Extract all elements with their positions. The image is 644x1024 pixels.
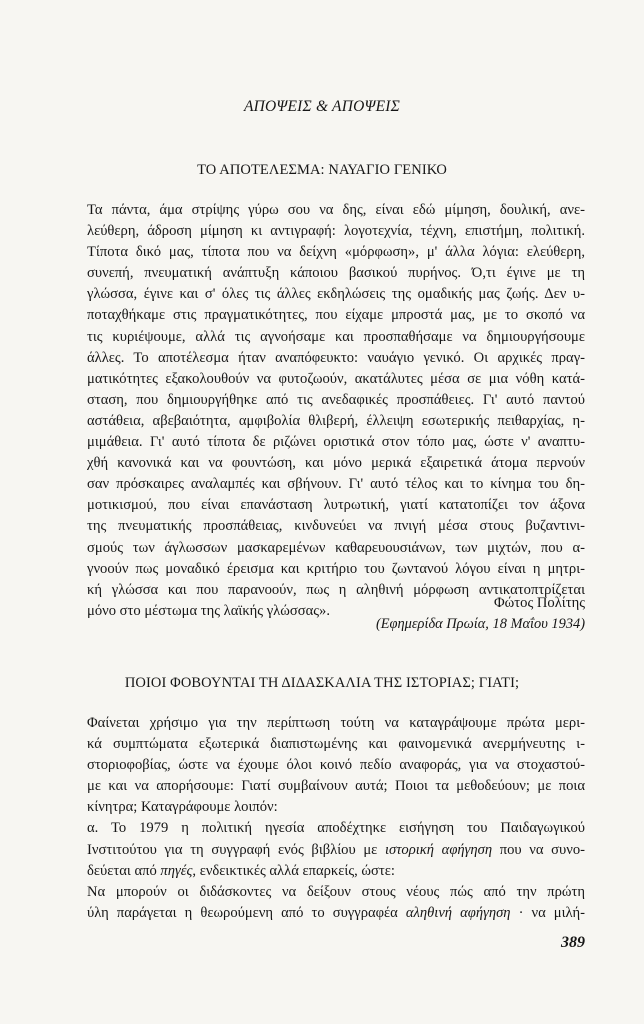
page-number: 389 xyxy=(561,934,585,951)
section-title-history: ΠΟΙΟΙ ΦΟΒΟΥΝΤΑΙ ΤΗ ΔΙΔΑΣΚΑΛΙΑ ΤΗΣ ΙΣΤΟΡΙΑΣ; ΓΙΑΤΙ; xyxy=(124,675,520,691)
text-line: μιμάθεια. Γι' αυτό τίποτα δε ριζώνει οριστικά στον τόπο μας, ώστε ν' αναπτυ- xyxy=(87,434,585,451)
item-b-line: ύλη παράγεται η θεωρούμενη από το συγγραφέα αληθινή αφήγηση · να μιλή- xyxy=(87,904,585,921)
text-line: τις κυριέψουμε, αλλά τις αγνοήσαμε και προσπαθήσαμε να δημιουργήσουμε xyxy=(87,328,585,345)
running-header: ΑΠΟΨΕΙΣ & ΑΠΟΨΕΙΣ xyxy=(243,98,401,115)
emphasis-text: αληθινή αφήγηση xyxy=(405,904,511,921)
text-line: στοριοφοβίας, ώστε να έχουμε όλοι κοινό πεδίο αναφοράς, για να στοχαστού- xyxy=(87,757,585,774)
text-line: κά συμπτώματα εξωτερικά διαπιστωμένης και φαινομενικά ανερμήνευτης ι- xyxy=(87,736,585,753)
text-line: άλλες. Το αποτέλεσμα ήταν αναπόφευκτο: ναυάγιο γενικό. Οι αρχικές πραγ- xyxy=(87,349,585,366)
emphasis-text: ιστορική αφήγηση xyxy=(384,841,493,858)
text-line: σαν πρόσκαιρες αναλαμπές και σβήνουν. Γι' αυτό τέλος και το κίνημα του δη- xyxy=(87,476,585,493)
text-line: χθή κανονικά και να φουντώση, και μόνο μερικά εξαιρετικά άτομα περνούν xyxy=(87,455,585,472)
text-line: Τίποτα δικό μας, τίποτα που να δείχνη «μόρφωση», μ' άλλα λόγια: ελεύθερη, xyxy=(87,244,585,261)
section-title-result: ΤΟ ΑΠΟΤΕΛΕΣΜΑ: ΝΑΥΑΓΙΟ ΓΕΝΙΚΟ xyxy=(197,162,447,178)
text-line: Φαίνεται χρήσιμο για την περίπτωση τούτη να καταγράψουμε πρώτα μερι- xyxy=(87,715,585,731)
text-line: ματικότητες εξακολουθούν να φυτοζωούν, ακατάλυτες μέσα σε μια νόθη κατά- xyxy=(87,370,585,387)
emphasis-text: πηγές xyxy=(160,862,193,879)
text-line: γλώσσα, έγινε και σ' όλες τις άλλες εκδηλώσεις της ομαδικής μας ζωής. Δεν υ- xyxy=(87,286,585,303)
item-a-line: δεύεται από πηγές, ενδεικτικές αλλά επαρκείς, ώστε: xyxy=(87,862,395,879)
text-line: Τα πάντα, άμα στρίψης γύρω σου να δης, είναι εδώ μίμηση, δουλική, ανε- xyxy=(87,202,585,218)
text-line: σταση, που δημιουργήθηκε από τις ανεδαφικές προσπάθειες. Γι' αυτό παντού xyxy=(87,391,585,408)
text-line: συνεπή, πνευματική ανάπτυξη κάποιου βασικού πυρήνος. Ό,τι έγινε με τη xyxy=(87,265,585,282)
section1-body xyxy=(87,200,585,622)
text-line: της πνευματικής προσπάθειας, κινδυνεύει να πνιγή μέσα στους βυζαντινι- xyxy=(87,518,585,535)
text-line: ποταχθήκαμε στις πραγματικότητες, που είχαμε μπροστά μας, με το σκοπό να xyxy=(87,307,585,324)
item-a-line: Ινστιτούτου για τη συγγραφή ενός βιβλίου με ιστορική αφήγηση που να συνο- xyxy=(87,841,585,858)
source-citation: (Εφημερίδα Πρωία, 18 Μαΐου 1934) xyxy=(375,616,585,632)
item-a-line: α. Το 1979 η πολιτική ηγεσία αποδέχτηκε εισήγηση του Παιδαγωγικού xyxy=(87,820,585,837)
text-line: μόνο στο μέστωμα της λαϊκής γλώσσας». xyxy=(87,602,330,619)
text-line: κή γλώσσα και που παρανοούν, πως η αληθινή μόρφωση αντικατοπτρίζεται xyxy=(87,581,585,598)
text-line: με και να απορήσουμε: Γιατί συμβαίνουν αυτά; Ποιοι τα μεθοδεύουν; με ποια xyxy=(87,778,585,795)
item-b-line: Να μπορούν οι διδάσκοντες να δείξουν στους νέους πώς από την πρώτη xyxy=(87,883,585,900)
author-signature: Φώτος Πολίτης xyxy=(494,595,585,611)
text-line: μοτικισμού, που είναι επανάσταση λυτρωτική, γιατί κατατοπίζει τον άξονα xyxy=(87,497,585,514)
text-line: λεύθερη, άδροση μίμηση κι αντιγραφή: λογοτεχνία, τέχνη, επιστήμη, πολιτική. xyxy=(87,223,585,240)
text-line: γνοούν πως μοναδικό έρεισμα και κριτήριο του ζωντανού λόγου είναι η μητρι- xyxy=(87,560,585,577)
text-line: αστάθεια, αβεβαιότητα, αμφιβολία θλιβερή, έλλειψη εσωτερικής πειθαρχίας, η- xyxy=(87,412,585,429)
text-line: σμούς των άγλωσσων μασκαρεμένων καθαρευουσιάνων, των μιχτών, που α- xyxy=(87,539,585,556)
section2-body xyxy=(87,713,585,924)
text-line: κίνητρα; Καταγράφουμε λοιπόν: xyxy=(87,799,278,816)
